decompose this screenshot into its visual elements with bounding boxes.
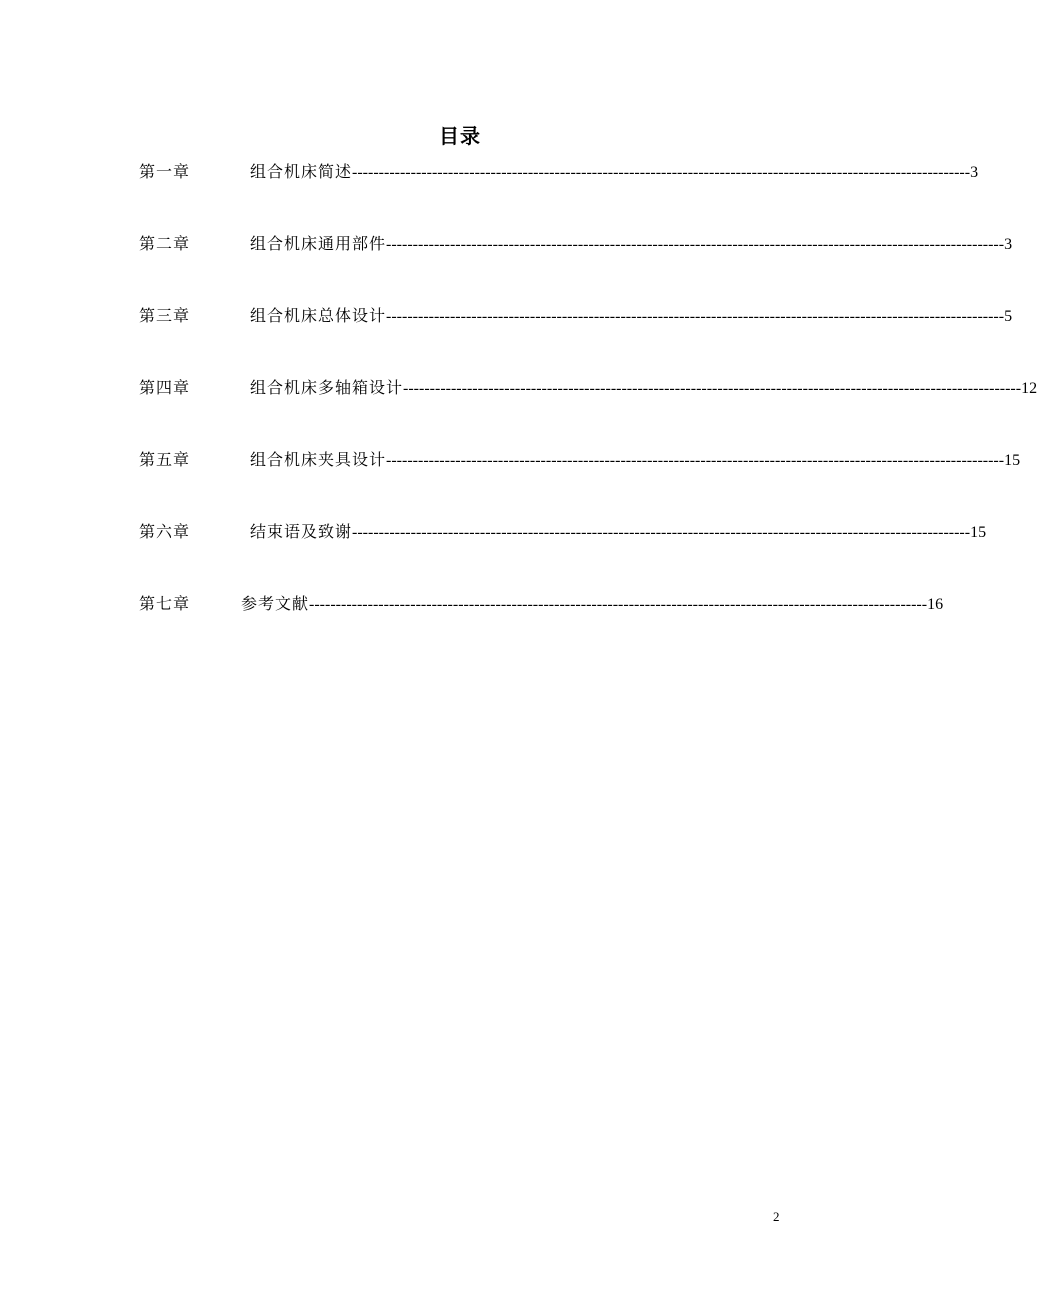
toc-entry [139, 450, 1021, 472]
toc-page-number: 3 [1004, 236, 1013, 253]
toc-leader: -------------------------------------------------------------------------------------------------------------------- [386, 236, 1005, 253]
toc-chapter-label: 第六章 [139, 524, 191, 541]
toc-chapter-title: 结束语及致谢 [250, 524, 353, 541]
toc-entry [139, 162, 979, 184]
toc-page-number: 15 [1004, 452, 1021, 469]
toc-chapter-label: 第四章 [139, 380, 191, 397]
toc-leader: -------------------------------------------------------------------------------------------------------------------- [386, 308, 1005, 325]
toc-page-number: 12 [1021, 380, 1037, 397]
toc-leader: -------------------------------------------------------------------------------------------------------------------- [403, 380, 1022, 397]
toc-entry [139, 306, 1013, 328]
toc-chapter-label: 第五章 [139, 452, 191, 469]
toc-page-number: 5 [1004, 308, 1013, 325]
toc-page-number: 16 [927, 596, 944, 613]
page-number: 2 [773, 1209, 780, 1224]
toc-entry-line [250, 162, 979, 184]
toc-entry-line [250, 450, 1021, 472]
toc-entry [139, 234, 1013, 256]
toc-entry [139, 594, 944, 616]
toc-entry [139, 522, 987, 544]
toc-chapter-title: 组合机床通用部件 [250, 236, 387, 253]
toc-title: 目录 [439, 124, 481, 148]
toc-chapter-title: 组合机床总体设计 [250, 308, 387, 325]
toc-leader: -------------------------------------------------------------------------------------------------------------------- [386, 452, 1005, 469]
toc-chapter-title: 参考文献 [241, 596, 310, 613]
toc-entry-line [250, 306, 1013, 328]
toc-leader: -------------------------------------------------------------------------------------------------------------------- [352, 524, 971, 541]
toc-entry-line [250, 234, 1013, 256]
toc-entry-line [241, 594, 944, 616]
toc-chapter-label: 第一章 [139, 164, 191, 181]
toc-leader: -------------------------------------------------------------------------------------------------------------------- [352, 164, 971, 181]
toc-entry-line [250, 522, 987, 544]
toc-chapter-label: 第二章 [139, 236, 191, 253]
toc-chapter-label: 第三章 [139, 308, 191, 325]
toc-chapter-title: 组合机床简述 [250, 164, 353, 181]
toc-page-number: 15 [970, 524, 987, 541]
toc-entry-line [250, 378, 1037, 400]
toc-leader: -------------------------------------------------------------------------------------------------------------------- [309, 596, 928, 613]
toc-page-number: 3 [970, 164, 979, 181]
toc-chapter-title: 组合机床夹具设计 [250, 452, 387, 469]
toc-chapter-label: 第七章 [139, 596, 191, 613]
toc-chapter-title: 组合机床多轴箱设计 [250, 380, 404, 397]
toc-entry [139, 378, 1037, 400]
